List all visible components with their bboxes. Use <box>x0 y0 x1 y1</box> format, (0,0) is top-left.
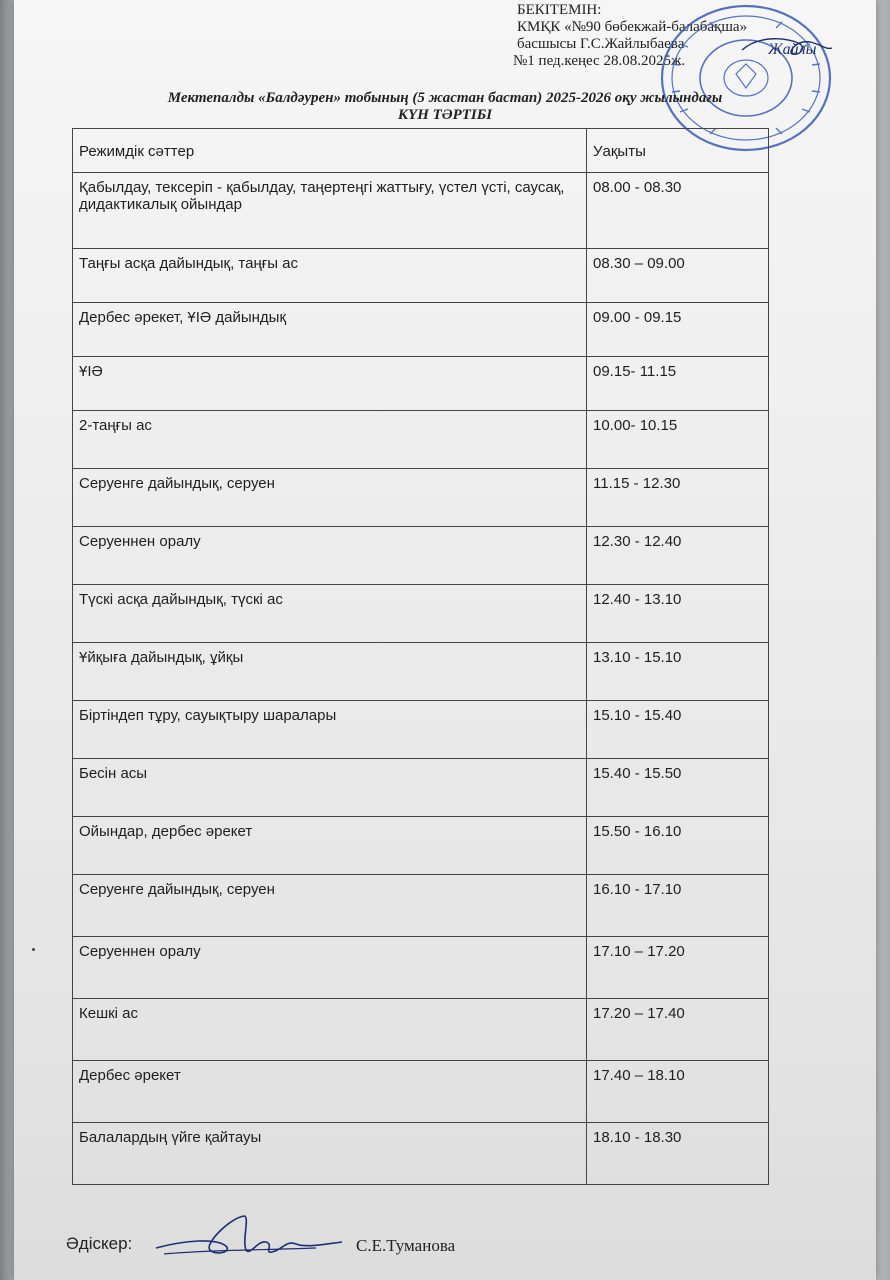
activity-cell: Серуеннен оралу <box>73 527 587 585</box>
activity-cell: Кешкі ас <box>73 999 587 1061</box>
table-row <box>73 469 769 527</box>
activity-cell: Серуенге дайындық, серуен <box>73 469 587 527</box>
time-cell: 08.00 - 08.30 <box>587 173 769 249</box>
table-row <box>73 173 769 249</box>
activity-cell: Дербес әрекет <box>73 1061 587 1123</box>
head-signature: Жайлы <box>768 41 817 58</box>
activity-cell: Түскі асқа дайындық, түскі ас <box>73 585 587 643</box>
methodist-signature-icon <box>146 1210 346 1270</box>
approval-heading: БЕКІТЕМІН: <box>517 2 602 18</box>
paper-speck <box>32 948 35 951</box>
activity-cell: Бесін асы <box>73 759 587 817</box>
table-row <box>73 999 769 1061</box>
activity-cell: ҰІӘ <box>73 357 587 411</box>
approval-block <box>513 2 837 70</box>
table-row <box>73 303 769 357</box>
table-row <box>73 585 769 643</box>
table-row <box>73 701 769 759</box>
time-cell: 16.10 - 17.10 <box>587 875 769 937</box>
time-cell: 09.00 - 09.15 <box>587 303 769 357</box>
table-row <box>73 817 769 875</box>
time-cell: 17.20 – 17.40 <box>587 999 769 1061</box>
time-cell: 13.10 - 15.10 <box>587 643 769 701</box>
time-cell: 17.10 – 17.20 <box>587 937 769 999</box>
table-row <box>73 249 769 303</box>
table-row <box>73 1123 769 1185</box>
activity-cell: Біртіндеп тұру, сауықтыру шаралары <box>73 701 587 759</box>
table-row <box>73 1061 769 1123</box>
activity-cell: Таңғы асқа дайындық, таңғы ас <box>73 249 587 303</box>
activity-cell: Балалардың үйге қайтауы <box>73 1123 587 1185</box>
title-line-1: Мектепалды «Балдәурен» тобының (5 жастан бастап) 2025-2026 оқу жылындағы <box>167 90 723 106</box>
activity-cell: Қабылдау, тексеріп - қабылдау, таңертеңгі жаттығу, үстел үсті, саусақ, дидактикалық ойындар <box>73 173 587 249</box>
table-row <box>73 875 769 937</box>
time-cell: 10.00- 10.15 <box>587 411 769 469</box>
time-cell: 18.10 - 18.30 <box>587 1123 769 1185</box>
time-cell: 08.30 – 09.00 <box>587 249 769 303</box>
methodist-name: С.Е.Туманова <box>356 1236 456 1255</box>
schedule-table <box>72 128 769 1185</box>
time-cell: 12.30 - 12.40 <box>587 527 769 585</box>
time-cell: 15.10 - 15.40 <box>587 701 769 759</box>
table-row <box>73 759 769 817</box>
activity-cell: Серуенге дайындық, серуен <box>73 875 587 937</box>
table-row <box>73 527 769 585</box>
time-cell: 12.40 - 13.10 <box>587 585 769 643</box>
activity-cell: Дербес әрекет, ҰІӘ дайындық <box>73 303 587 357</box>
time-cell: 09.15- 11.15 <box>587 357 769 411</box>
header-time: Уақыты <box>587 129 769 173</box>
time-cell: 15.40 - 15.50 <box>587 759 769 817</box>
table-header-row <box>73 129 769 173</box>
table-row <box>73 643 769 701</box>
table-row <box>73 937 769 999</box>
activity-cell: Серуеннен оралу <box>73 937 587 999</box>
approval-organization: КМҚК «№90 бөбекжай-балабақша» <box>517 19 748 35</box>
signature-block <box>66 1232 846 1262</box>
title-line-2: КҮН ТӘРТІБІ <box>397 107 493 123</box>
approval-protocol: №1 пед.кеңес 28.08.2025ж. <box>513 53 686 69</box>
table-row <box>73 357 769 411</box>
time-cell: 15.50 - 16.10 <box>587 817 769 875</box>
time-cell: 11.15 - 12.30 <box>587 469 769 527</box>
table-row <box>73 411 769 469</box>
activity-cell: 2-таңғы ас <box>73 411 587 469</box>
activity-cell: Ойындар, дербес әрекет <box>73 817 587 875</box>
approval-head: басшысы Г.С.Жайлыбаева <box>517 36 685 52</box>
time-cell: 17.40 – 18.10 <box>587 1061 769 1123</box>
activity-cell: Ұйқыға дайындық, ұйқы <box>73 643 587 701</box>
signature-label: Әдіскер: <box>66 1234 133 1253</box>
header-activity: Режимдік сәттер <box>73 129 587 173</box>
document-title <box>60 90 830 124</box>
